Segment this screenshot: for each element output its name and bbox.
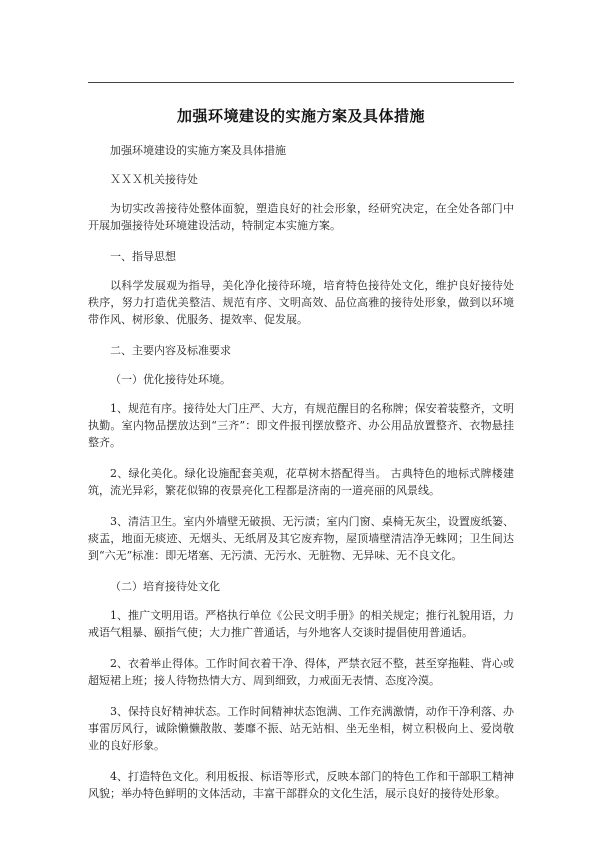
paragraph-item-special-culture: 4、打造特色文化。利用板报、标语等形式，反映本部门的特色工作和干部职工精神风貌；举办特色鲜明的文体活动，丰富干部群众的文化生活，展示良好的接待处形象。	[88, 770, 514, 800]
document-page	[88, 82, 514, 816]
paragraph-item-orderly: 1、规范有序。接待处大门庄严、大方，有规范醒目的名称牌；保安着装整齐，文明执勤。室内物品摆放达到“三齐”：即文件报刊摆放整齐、办公用品放置整齐、衣物悬挂整齐。	[88, 402, 514, 449]
section-heading-main-content: 二、主要内容及标准要求	[110, 344, 231, 357]
paragraph-issuer: ＸＸＸ机关接待处	[110, 173, 198, 186]
paragraph-item-attire: 2、衣着举止得体。工作时间衣着干净、得体，严禁衣冠不整，甚至穿拖鞋、背心或超短裙上班；接人待物热情大方、周到细致，力戒面无表情、态度冷漠。	[88, 657, 514, 687]
section-heading-guiding-thought: 一、指导思想	[110, 250, 176, 263]
paragraph-subtitle: 加强环境建设的实施方案及具体措施	[110, 144, 286, 157]
paragraph-item-hygiene: 3、清洁卫生。室内外墙壁无破损、无污渍；室内门窗、桌椅无灰尘，设置废纸篓、痰盂，地面无痰迹、无烟头、无纸屑及其它废弃物，屋顶墙壁清洁净无蛛网；卫生间达到“六无”标准：即无堵塞、无污渍、无污水、无脏物、无异味、无不良文化。	[88, 515, 514, 562]
paragraph-intro: 为切实改善接待处整体面貌，塑造良好的社会形象，经研究决定，在全处各部门中开展加强接待处环境建设活动，特制定本实施方案。	[88, 202, 514, 232]
paragraph-item-spirit: 3、保持良好精神状态。工作时间精神状态饱满、工作充满激情，动作干净利落、办事雷厉风行，诚除懒懒散散、萎靡不振、站无站相、坐无坐相，树立积极向上、爱岗敬业的良好形象。	[88, 705, 514, 752]
paragraph-item-greening: 2、绿化美化。绿化设施配套美观，花草树木搭配得当。 古典特色的地标式牌楼建筑，流光异彩，繁花似锦的夜景亮化工程都是济南的一道亮丽的风景线。	[88, 467, 514, 497]
paragraph-guiding-thought: 以科学发展观为指导，美化净化接待环境，培育特色接待处文化，维护良好接待处秩序，努力打造优美整洁、规范有序、文明高效、品位高雅的接待处形象，做到以环境带作风、树形象、优服务、提效率、促发展。	[88, 279, 514, 326]
paragraph-item-civil-language: 1、推广文明用语。严格执行单位《公民文明手册》的相关规定；推行礼貌用语，力戒语气粗暴、颐指气使；大力推广普通话，与外地客人交谈时提倡使用普通话。	[88, 609, 514, 639]
subsection-heading-culture: （二）培育接待处文化	[110, 580, 220, 593]
document-title: 加强环境建设的实施方案及具体措施	[176, 107, 425, 125]
header-rule	[88, 82, 514, 83]
subsection-heading-environment: （一）优化接待处环境。	[110, 373, 231, 386]
